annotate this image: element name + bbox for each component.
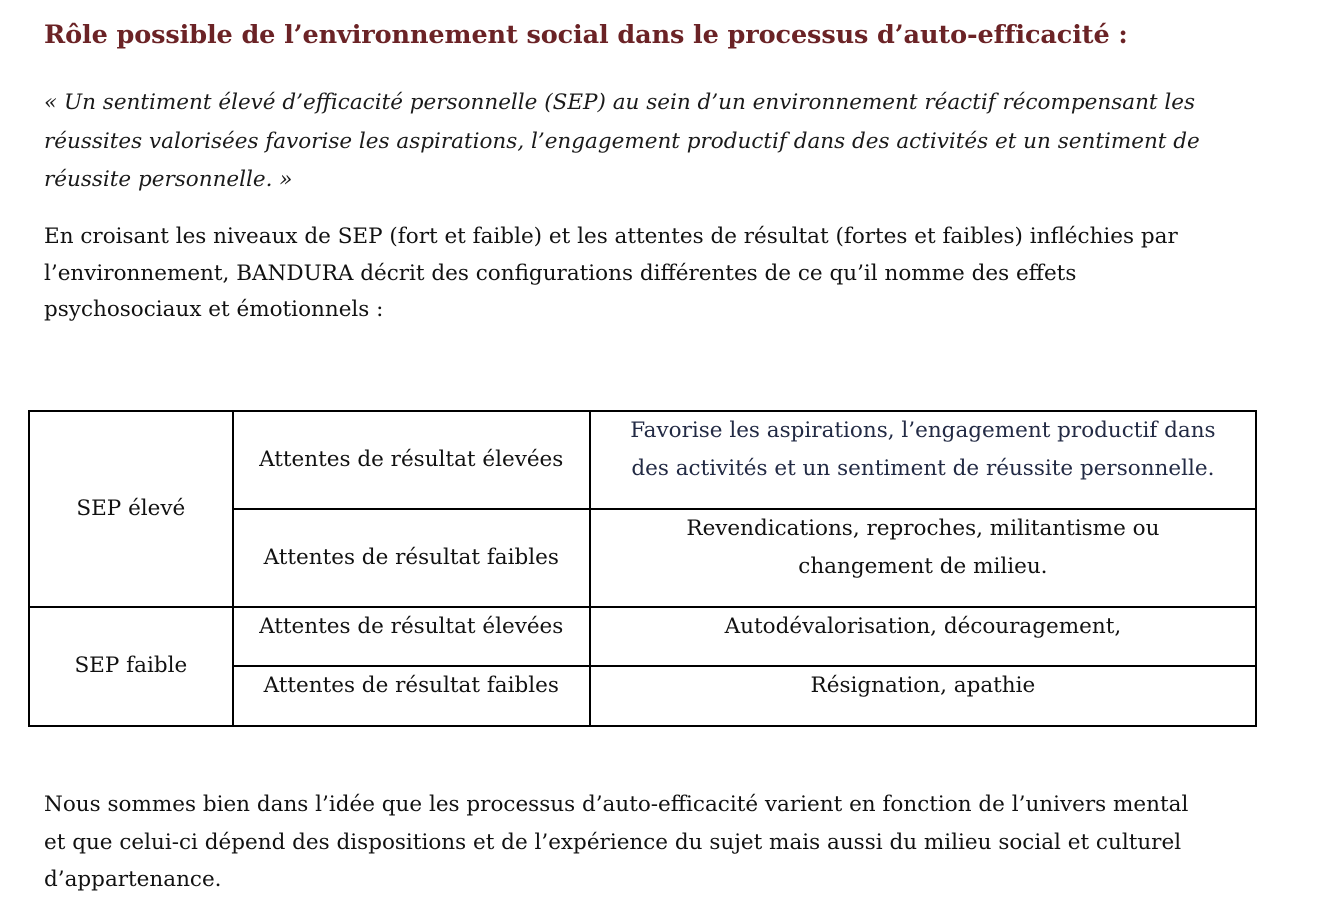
table-row <box>29 607 1256 667</box>
effect-cell <box>590 607 1256 667</box>
quote-line: « Un sentiment élevé d’efficacité personnelle (SEP) au sein d’un environnement réactif récompensant les <box>44 90 1196 115</box>
intro-paragraph <box>44 219 1264 329</box>
intro-line: l’environnement, BANDURA décrit des configurations différentes de ce qu’il nomme des effets <box>44 260 1077 286</box>
intro-line: psychosociaux et émotionnels : <box>44 297 384 322</box>
sep-effects-table <box>28 410 1257 727</box>
section-heading: Rôle possible de l’environnement social dans le processus d’auto-efficacité : <box>44 20 1128 50</box>
sep-level-cell: SEP faible <box>29 607 233 726</box>
conclusion-line: et que celui-ci dépend des dispositions et de l’expérience du sujet mais aussi du milieu social et culturel <box>44 829 1182 855</box>
effect-cell <box>590 509 1256 607</box>
effect-line: Revendications, reproches, militantisme ou <box>686 515 1160 541</box>
effect-line: des activités et un sentiment de réussite personnelle. <box>631 456 1215 481</box>
conclusion-paragraph <box>44 786 1264 899</box>
conclusion-line: Nous sommes bien dans l’idée que les processus d’auto-efficacité varient en fonction de l’univers mental <box>44 792 1189 817</box>
conclusion-line: d’appartenance. <box>44 867 222 892</box>
effect-line: Résignation, apathie <box>810 673 1036 699</box>
effect-line: Favorise les aspirations, l’engagement productif dans <box>630 418 1216 443</box>
intro-line: En croisant les niveaux de SEP (fort et faible) et les attentes de résultat (fortes et faibles) infléchies par <box>44 224 1178 249</box>
table-row <box>29 411 1256 509</box>
effect-cell <box>590 411 1256 509</box>
quote-line: réussite personnelle. » <box>44 167 293 192</box>
quote-line: réussites valorisées favorise les aspirations, l’engagement productif dans des activités et un sentiment de <box>44 128 1200 154</box>
expectation-cell: Attentes de résultat faibles <box>233 509 590 607</box>
expectation-cell: Attentes de résultat élevées <box>233 411 590 509</box>
effect-cell <box>590 666 1256 726</box>
effect-line: Autodévalorisation, découragement, <box>724 613 1122 639</box>
sep-level-cell: SEP élevé <box>29 411 233 607</box>
expectation-cell: Attentes de résultat élevées <box>233 607 590 667</box>
effect-line: changement de milieu. <box>798 553 1048 579</box>
bandura-quote <box>44 84 1244 200</box>
expectation-cell: Attentes de résultat faibles <box>233 666 590 726</box>
